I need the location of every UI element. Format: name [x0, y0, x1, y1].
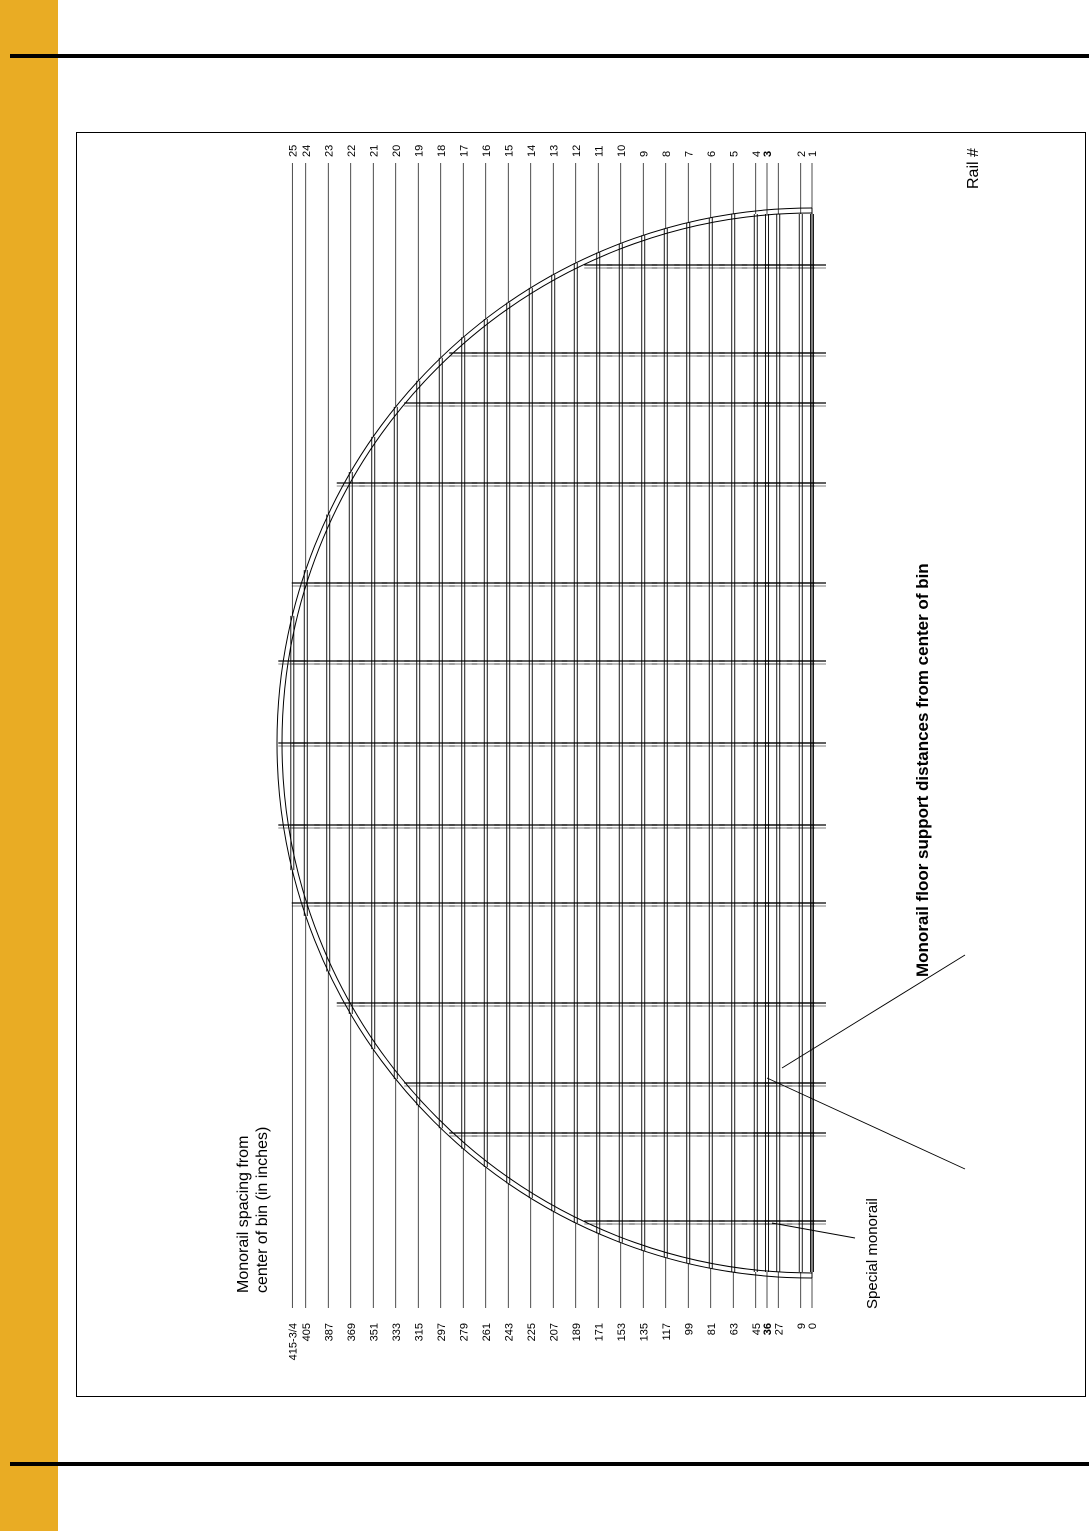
rail-number-label: 15	[503, 144, 516, 157]
spacing-label: 9	[795, 1323, 808, 1330]
rail-number-label: 18	[435, 144, 448, 157]
rail-number-label: 19	[413, 144, 426, 157]
monorail-floor-diagram	[77, 133, 1085, 1396]
spacing-label: 387	[323, 1323, 336, 1342]
rail-number-label: 21	[368, 144, 381, 157]
title-leader-lower	[767, 1078, 965, 1169]
page-sidebar-accent	[0, 0, 58, 1531]
spacing-label: 315	[413, 1323, 426, 1342]
spacing-label: 279	[458, 1323, 471, 1342]
spacing-label: 81	[705, 1323, 718, 1336]
rail-number-label: 25	[287, 144, 300, 157]
spacing-label: 333	[390, 1323, 403, 1342]
title-leader-upper	[782, 955, 965, 1068]
spacing-label: 351	[368, 1323, 381, 1342]
spacing-label: 117	[660, 1323, 673, 1341]
rail-number-label: 2	[795, 150, 808, 157]
spacing-label: 99	[683, 1323, 696, 1336]
rail-number-label: 5	[728, 150, 741, 157]
rail-number-label: 1	[807, 150, 819, 157]
rail-number-label: 12	[570, 144, 583, 157]
labels-group	[235, 145, 982, 1361]
spacing-label: 405	[300, 1323, 313, 1342]
rail-number-label: 10	[615, 144, 628, 157]
rail-number-label: 4	[750, 150, 763, 157]
left-label-line-2: center of bin (in inches)	[254, 1126, 271, 1293]
rail-number-label: 6	[705, 150, 718, 157]
spacing-label: 369	[345, 1323, 358, 1342]
rail-number-label: 24	[300, 144, 313, 157]
rail-number-label: 17	[458, 144, 471, 157]
rail-number-heading: Rail #	[965, 148, 982, 189]
special-monorail-label: Special monorail	[864, 1198, 881, 1309]
spacing-label: 45	[750, 1323, 763, 1336]
diagram-frame	[76, 132, 1086, 1397]
bottom-rule	[10, 1462, 1089, 1466]
rail-number-label: 3	[762, 150, 774, 157]
spacing-label: 189	[570, 1323, 583, 1342]
rail-number-label: 22	[345, 144, 358, 157]
rail-number-label: 8	[660, 150, 673, 157]
rail-number-label: 11	[593, 145, 606, 157]
top-rule	[10, 54, 1089, 58]
spacing-label: 261	[480, 1323, 493, 1342]
spacing-label: 0	[807, 1323, 819, 1330]
rail-number-label: 9	[638, 150, 651, 157]
rail-number-label: 13	[548, 144, 561, 157]
spacing-label: 171	[593, 1323, 606, 1342]
spacing-label: 27	[773, 1323, 786, 1336]
spacing-label: 36	[762, 1323, 774, 1336]
rail-number-label: 20	[390, 144, 403, 157]
spacing-label: 415-3/4	[287, 1323, 300, 1361]
spacing-label: 297	[435, 1323, 448, 1342]
rail-number-label: 23	[323, 144, 336, 157]
left-label-line-1: Monorail spacing from	[235, 1135, 252, 1293]
diagram-title: Monorail floor support distances from center of bin	[913, 563, 932, 977]
rail-number-label: 7	[683, 150, 696, 157]
spacing-label: 135	[638, 1323, 651, 1342]
spacing-label: 153	[615, 1323, 628, 1342]
rail-number-label: 14	[525, 144, 538, 157]
spacing-label: 207	[548, 1323, 561, 1342]
spacing-label: 63	[728, 1323, 741, 1336]
spacing-label: 243	[503, 1323, 516, 1342]
rail-number-label: 16	[480, 144, 493, 157]
spacing-label: 225	[525, 1323, 538, 1342]
